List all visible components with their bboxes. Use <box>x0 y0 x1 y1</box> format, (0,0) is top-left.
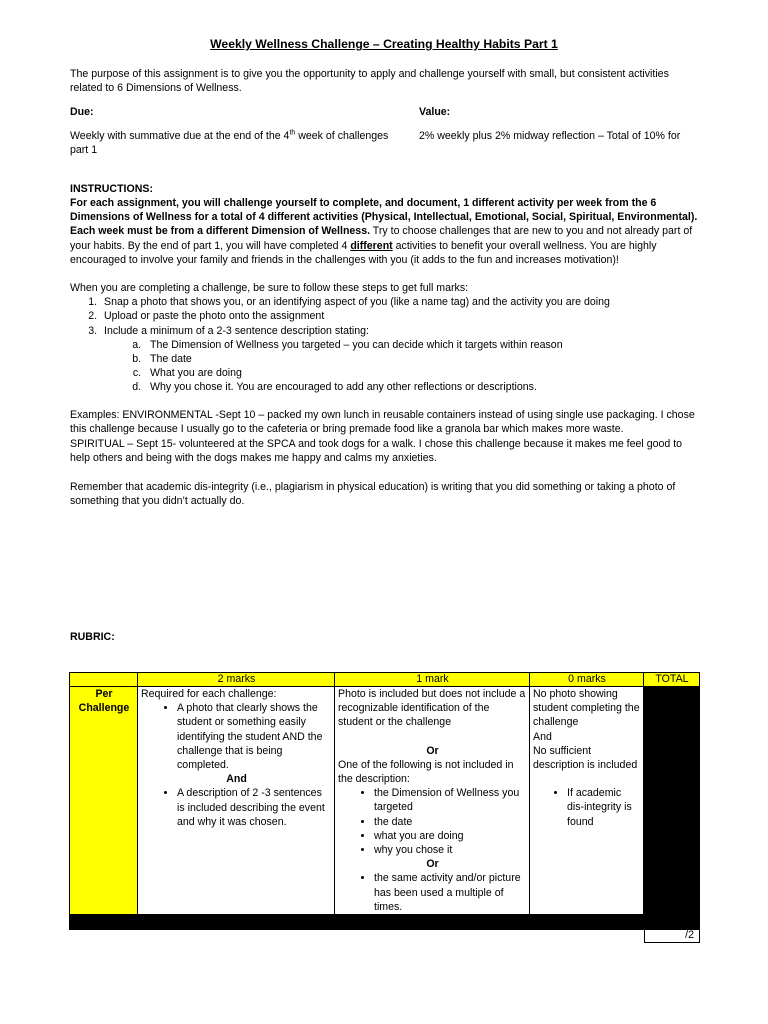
step-item: 3. Include a minimum of a 2-3 sentence description stating: a. The Dimension of Wellness you targeted – you can decide which it targets within reason b. The date c. What you are doing d. Why you chose it. You are encouraged to add any other reflections or descriptions. <box>100 324 700 395</box>
one-mark-bullet: • the same activity and/or picture has been used a multiple of times. <box>374 871 527 914</box>
rubric-header-2-marks: 2 marks <box>138 673 335 687</box>
steps-intro: When you are completing a challenge, be sure to follow these steps to get full marks: <box>70 282 469 294</box>
one-mark-bullet: • why you chose it <box>374 843 527 857</box>
rubric-row-label: Per Challenge <box>70 687 138 915</box>
rubric-footer-row <box>70 915 700 930</box>
rubric-total-cell <box>644 687 700 915</box>
document-title: Weekly Wellness Challenge – Creating Healthy Habits Part 1 <box>210 37 558 51</box>
one-mark-or: Or <box>426 744 439 757</box>
one-mark-bullet: • the date <box>374 815 527 829</box>
due-text: Weekly with summative due at the end of the 4th week of challenges part 1 <box>70 129 389 157</box>
one-mark-intro: Photo is included but does not include a recognizable identification of the student or the challenge <box>338 688 526 729</box>
step-item: 2. Upload or paste the photo onto the assignment <box>100 309 700 323</box>
rubric-cell-2-marks <box>138 687 335 915</box>
zero-marks-bullet: • If academic dis-integrity is found <box>567 786 641 829</box>
one-mark-list-2 <box>338 871 527 914</box>
sub-step-item: d. Why you chose it. You are encouraged to add any other reflections or descriptions. <box>144 380 700 394</box>
two-marks-and: And <box>226 773 247 786</box>
rubric-footer-bar <box>70 915 700 930</box>
steps-list <box>70 295 700 394</box>
example-environmental: Examples: ENVIRONMENTAL -Sept 10 – packed my own lunch in reusable containers instead of using single use packaging. I chose this challenge because I usually go to the cafeteria or bring premade food like a granola bar which makes more waste. <box>70 409 695 436</box>
value-text: 2% weekly plus 2% midway reflection – Total of 10% for <box>419 130 681 142</box>
two-marks-intro: Required for each challenge: <box>141 688 277 700</box>
value-label: Value: <box>419 106 451 118</box>
rubric-total-value: /2 <box>644 928 700 943</box>
rubric-header-0-marks: 0 marks <box>530 673 644 687</box>
rubric-table <box>69 672 700 930</box>
academic-integrity-note: Remember that academic dis-integrity (i.e., plagiarism in physical education) is writing that you did something or taking a photo of something that you didn’t actually do. <box>70 481 676 508</box>
steps-section <box>70 281 700 395</box>
instructions-label: INSTRUCTIONS: <box>70 183 153 195</box>
example-spiritual: SPIRITUAL – Sept 15- volunteered at the SPCA and took dogs for a walk. I chose this challenge because it makes me feel good to help others and being with the dogs makes me happy and calms my anxieties. <box>70 438 683 465</box>
zero-marks-line-2: No sufficient description is included <box>533 744 638 772</box>
rubric-cell-0-marks <box>530 687 644 915</box>
one-mark-list <box>338 786 527 857</box>
sub-step-item: b. The date <box>144 352 700 366</box>
rubric-header-1-mark: 1 mark <box>335 673 530 687</box>
due-label: Due: <box>70 106 94 118</box>
one-mark-or-2: Or <box>426 858 439 871</box>
rubric-header-empty <box>70 673 138 687</box>
zero-marks-list <box>533 786 641 829</box>
rubric-cell-1-mark <box>335 687 530 915</box>
sub-step-item: c. What you are doing <box>144 366 700 380</box>
two-marks-bullet: • A description of 2 -3 sentences is included describing the event and why it was chosen. <box>177 786 332 829</box>
two-marks-bullet: • A photo that clearly shows the student or something easily identifying the student AND the challenge that is being completed. <box>177 701 332 772</box>
sub-steps-list <box>104 338 700 395</box>
rubric-row-per-challenge <box>70 687 700 915</box>
instructions-text: For each assignment, you will challenge yourself to complete, and document, 1 different activity per week from the 6 Dimensions of Wellness for a total of 4 different activities (Physical, Intellectual, Emotional, Social, Spiritual, Environmental). Each week must be from a different Dimension of Wellness. Try to choose challenges that are new to you and not already part of your habits. By the end of part 1, you will have completed 4 different activities to benefit your overall wellness. You are highly encouraged to involve your family and friends in the challenges with you (it adds to the fun and increases motivation)! <box>70 197 698 266</box>
rubric-label: RUBRIC: <box>70 631 115 643</box>
one-mark-middle: One of the following is not included in the description: <box>338 758 514 786</box>
rubric-header-row <box>70 673 700 687</box>
step-item: 1. Snap a photo that shows you, or an identifying aspect of you (like a name tag) and the activity you are doing <box>100 295 700 309</box>
two-marks-list-2 <box>141 786 332 829</box>
two-marks-list-1 <box>141 701 332 772</box>
zero-marks-line-1: No photo showing student completing the challenge <box>533 688 640 729</box>
sub-step-item: a. The Dimension of Wellness you targeted – you can decide which it targets within reason <box>144 338 700 352</box>
rubric-header-total: TOTAL <box>644 673 700 687</box>
one-mark-bullet: • what you are doing <box>374 829 527 843</box>
purpose-text: The purpose of this assignment is to give you the opportunity to apply and challenge yourself with small, but consistent activities related to 6 Dimensions of Wellness. <box>70 68 669 95</box>
one-mark-bullet: • the Dimension of Wellness you targeted <box>374 786 527 814</box>
zero-marks-and: And <box>533 730 552 743</box>
